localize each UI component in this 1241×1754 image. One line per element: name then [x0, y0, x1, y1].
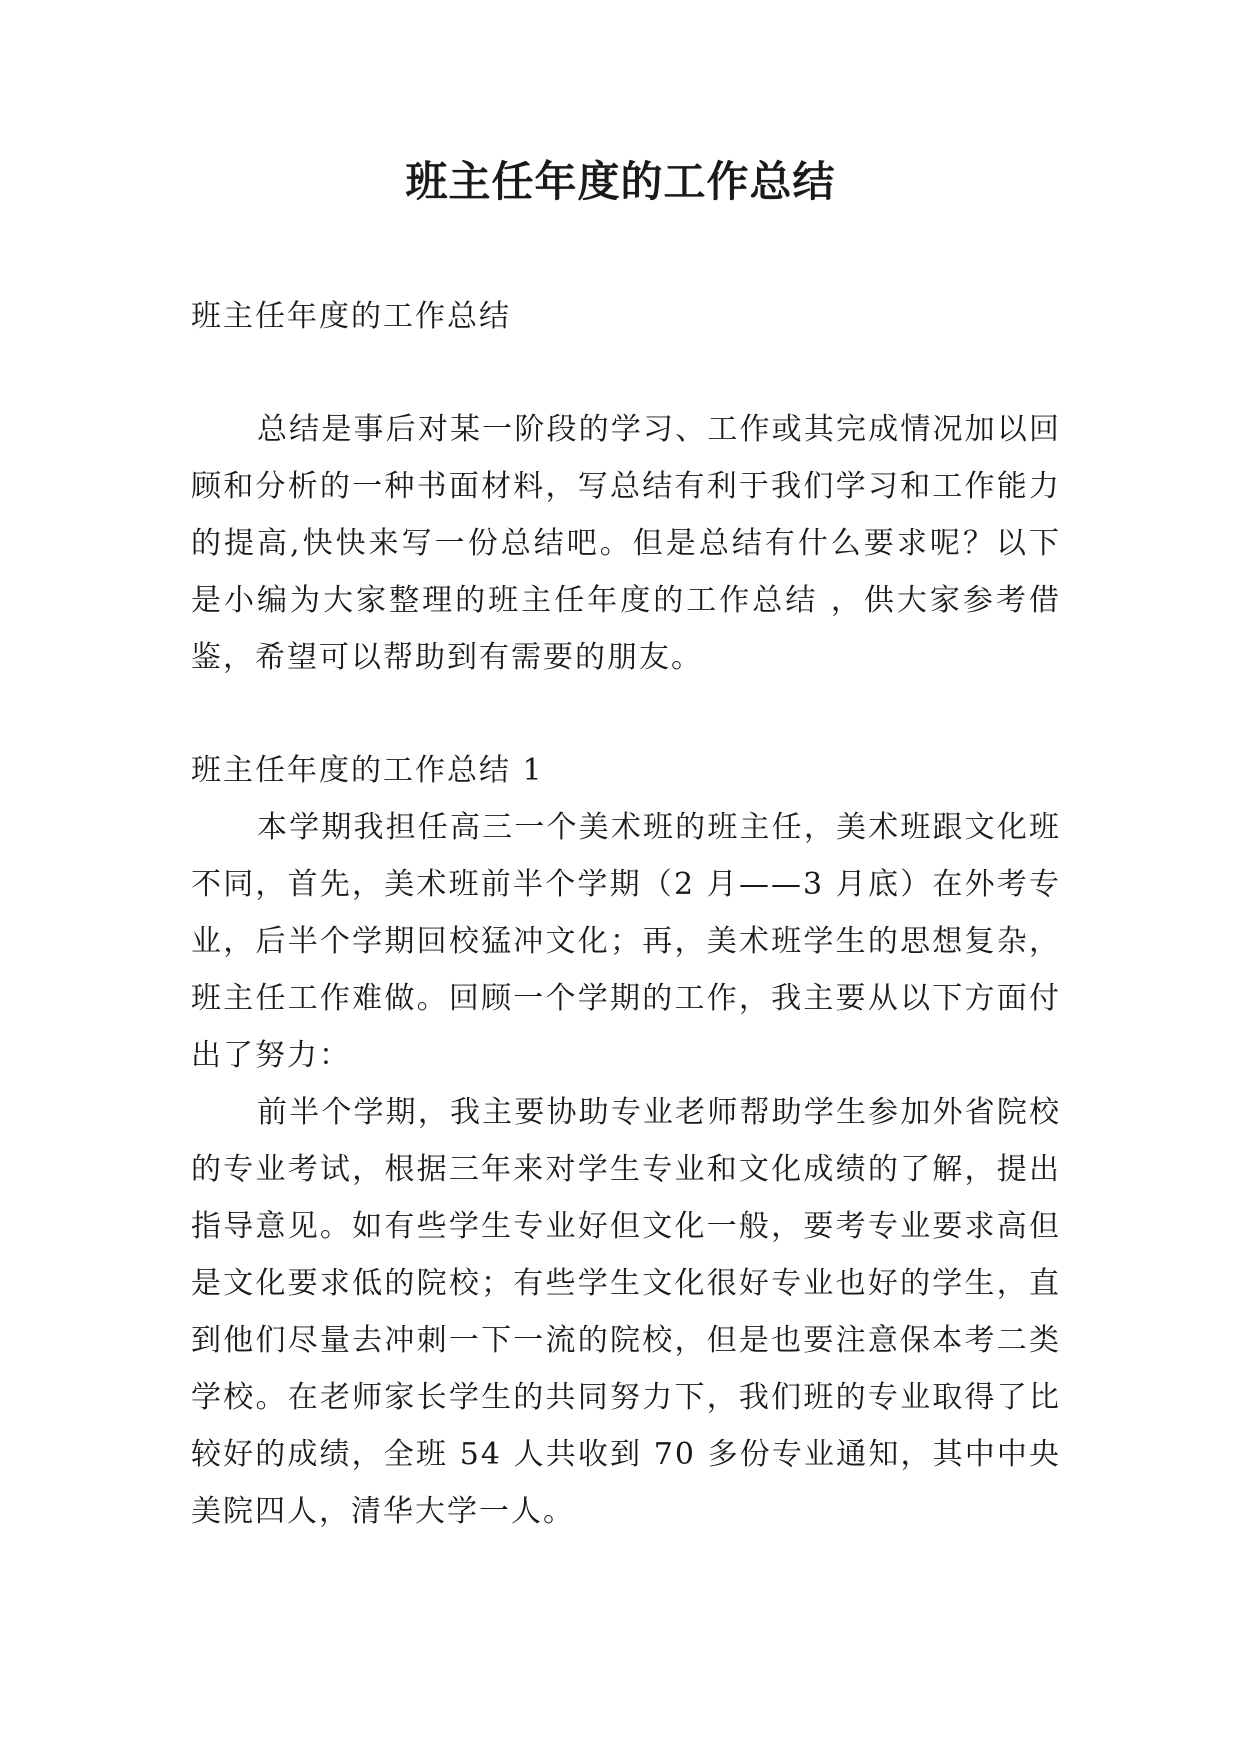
document-body	[191, 288, 1061, 1540]
intro-paragraph: 总结是事后对某一阶段的学习、工作或其完成情况加以回顾和分析的一种书面材料，写总结有利于我们学习和工作能力的提高,快快来写一份总结吧。但是总结有什么要求呢？以下是小编为大家整理的班主任年度的工作总结 ，供大家参考借鉴，希望可以帮助到有需要的朋友。	[191, 412, 1061, 675]
section-heading: 班主任年度的工作总结 1	[191, 753, 544, 788]
spacer	[191, 686, 1061, 742]
body-paragraph: 本学期我担任高三一个美术班的班主任，美术班跟文化班不同，首先，美术班前半个学期（2 月——3 月底）在外考专业，后半个学期回校猛冲文化；再，美术班学生的思想复杂，班主任工作难做。回顾一个学期的工作，我主要从以下方面付出了努力：	[191, 810, 1061, 1073]
document-subtitle: 班主任年度的工作总结	[191, 299, 511, 334]
document-title: 班主任年度的工作总结	[405, 157, 836, 206]
spacer	[191, 345, 1061, 401]
body-paragraph: 前半个学期，我主要协助专业老师帮助学生参加外省院校的专业考试，根据三年来对学生专业和文化成绩的了解，提出指导意见。如有些学生专业好但文化一般，要考专业要求高但是文化要求低的院校；有些学生文化很好专业也好的学生，直到他们尽量去冲刺一下一流的院校，但是也要注意保本考二类学校。在老师家长学生的共同努力下，我们班的专业取得了比较好的成绩，全班 54 人共收到 70 多份专业通知，其中中央美院四人，清华大学一人。	[191, 1095, 1061, 1529]
